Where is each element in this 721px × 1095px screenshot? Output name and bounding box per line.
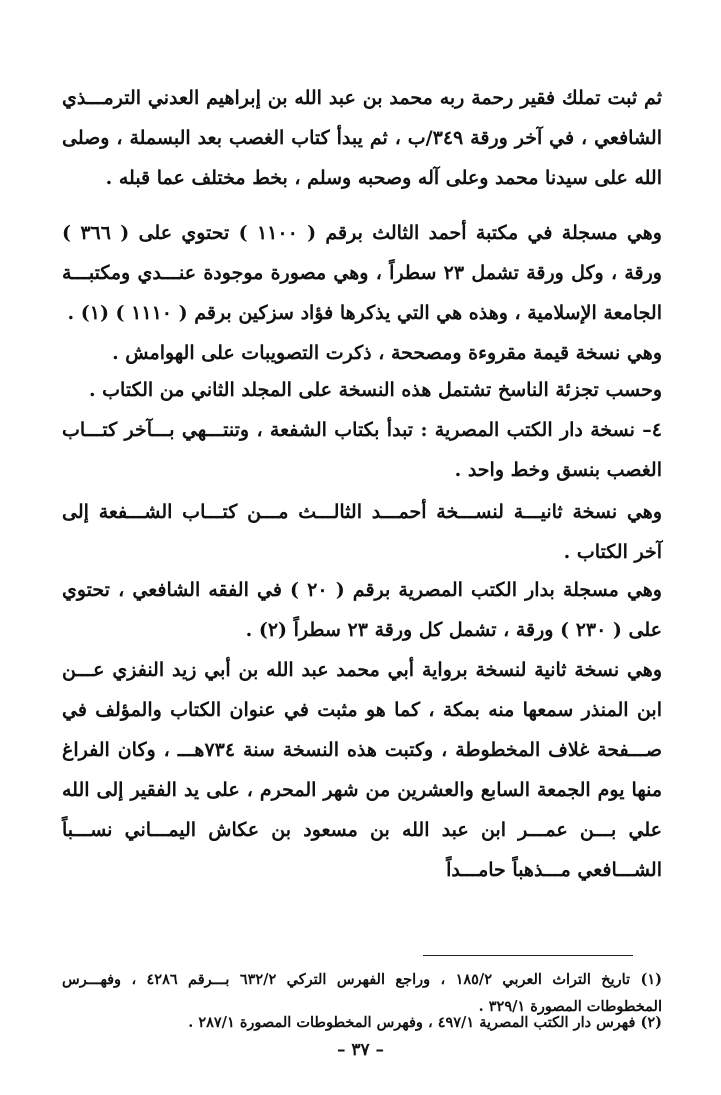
paragraph-ownership: ثم ثبت تملك فقير رحمة ربه محمد بن عبد الله بن إبراهيم العدني الترمـــذي الشافعي ، في آخر ورقة ٣٤٩/ب ، ثم يبدأ كتاب الغصب بعد البسملة ، وصلى الله على سيدنا محمد وعلى آله وصحبه وسلم ، بخط مختلف عما قبله . [62, 87, 662, 189]
paragraph-egyptian-registration: وهي مسجلة بدار الكتب المصرية برقم ( ٢٠ ) في الفقه الشافعي ، تحتوي على ( ٢٣٠ ) ورقة ، تشمل كل ورقة ٢٣ سطراً (٢) . [62, 579, 662, 641]
paragraph-valuable-copy: وهي نسخة قيمة مقروءة ومصححة ، ذكرت التصويبات على الهوامش . [112, 342, 662, 364]
footnote-2: (٢) فهرس دار الكتب المصرية ٤٩٧/١ ، وفهرس المخطوطات المصورة ٢٨٧/١ . [188, 1014, 662, 1031]
footnote-separator [423, 955, 633, 956]
footnote-1: (١) تاريخ التراث العربي ١٨٥/٢ ، وراجع الفهرس التركي ٦٣٢/٢ بـــرقم ٤٢٨٦ ، وفهـــرس المخطوطات المصورة ٣٢٩/١ . [62, 971, 662, 1015]
paragraph-narration-copy: وهي نسخة ثانية لنسخة برواية أبي محمد عبد الله بن أبي زيد النفزي عـــن ابن المنذر سمعها منه بمكة ، كما هو مثبت في عنوان الكتاب والمؤلف في صـــفحة غلاف المخطوطة ، وكتبت هذه النسخة سنة ٧٣٤هـــ ، وكان الفراغ منها يوم الجمعة السابع والعشرين من شهر المحرم ، على يد الفقير إلى الله علي بـــن عمـــر ابن عبد الله بن مسعود بن عكاش اليمـــاني نســـباً الشـــافعي مـــذهباً حامـــداً [62, 659, 662, 881]
paragraph-scribe-division: وحسب تجزئة الناسخ تشتمل هذه النسخة على المجلد الثاني من الكتاب . [88, 379, 662, 401]
paragraph-second-copy: وهي نسخة ثانيـــة لنســـخة أحمـــد الثالـــث مـــن كتـــاب الشـــفعة إلى آخر الكتاب . [62, 501, 662, 563]
page-number: – ٣٧ – [336, 1040, 385, 1060]
paragraph-ahmed-third-library: وهي مسجلة في مكتبة أحمد الثالث برقم ( ١١٠٠ ) تحتوي على ( ٣٦٦ ) ورقة ، وكل ورقة تشمل ٢٣ سطراً ، وهي مصورة موجودة عنـــدي ومكتبـــة الجامعة الإسلامية ، وهذه هي التي يذكرها فؤاد سزكين برقم ( ١١١٠ ) (١) . [62, 222, 662, 324]
paragraph-egyptian-copy: ٤– نسخة دار الكتب المصرية : تبدأ بكتاب الشفعة ، وتنتـــهي بـــآخر كتـــاب الغصب بنسق وخط واحد . [62, 419, 662, 481]
